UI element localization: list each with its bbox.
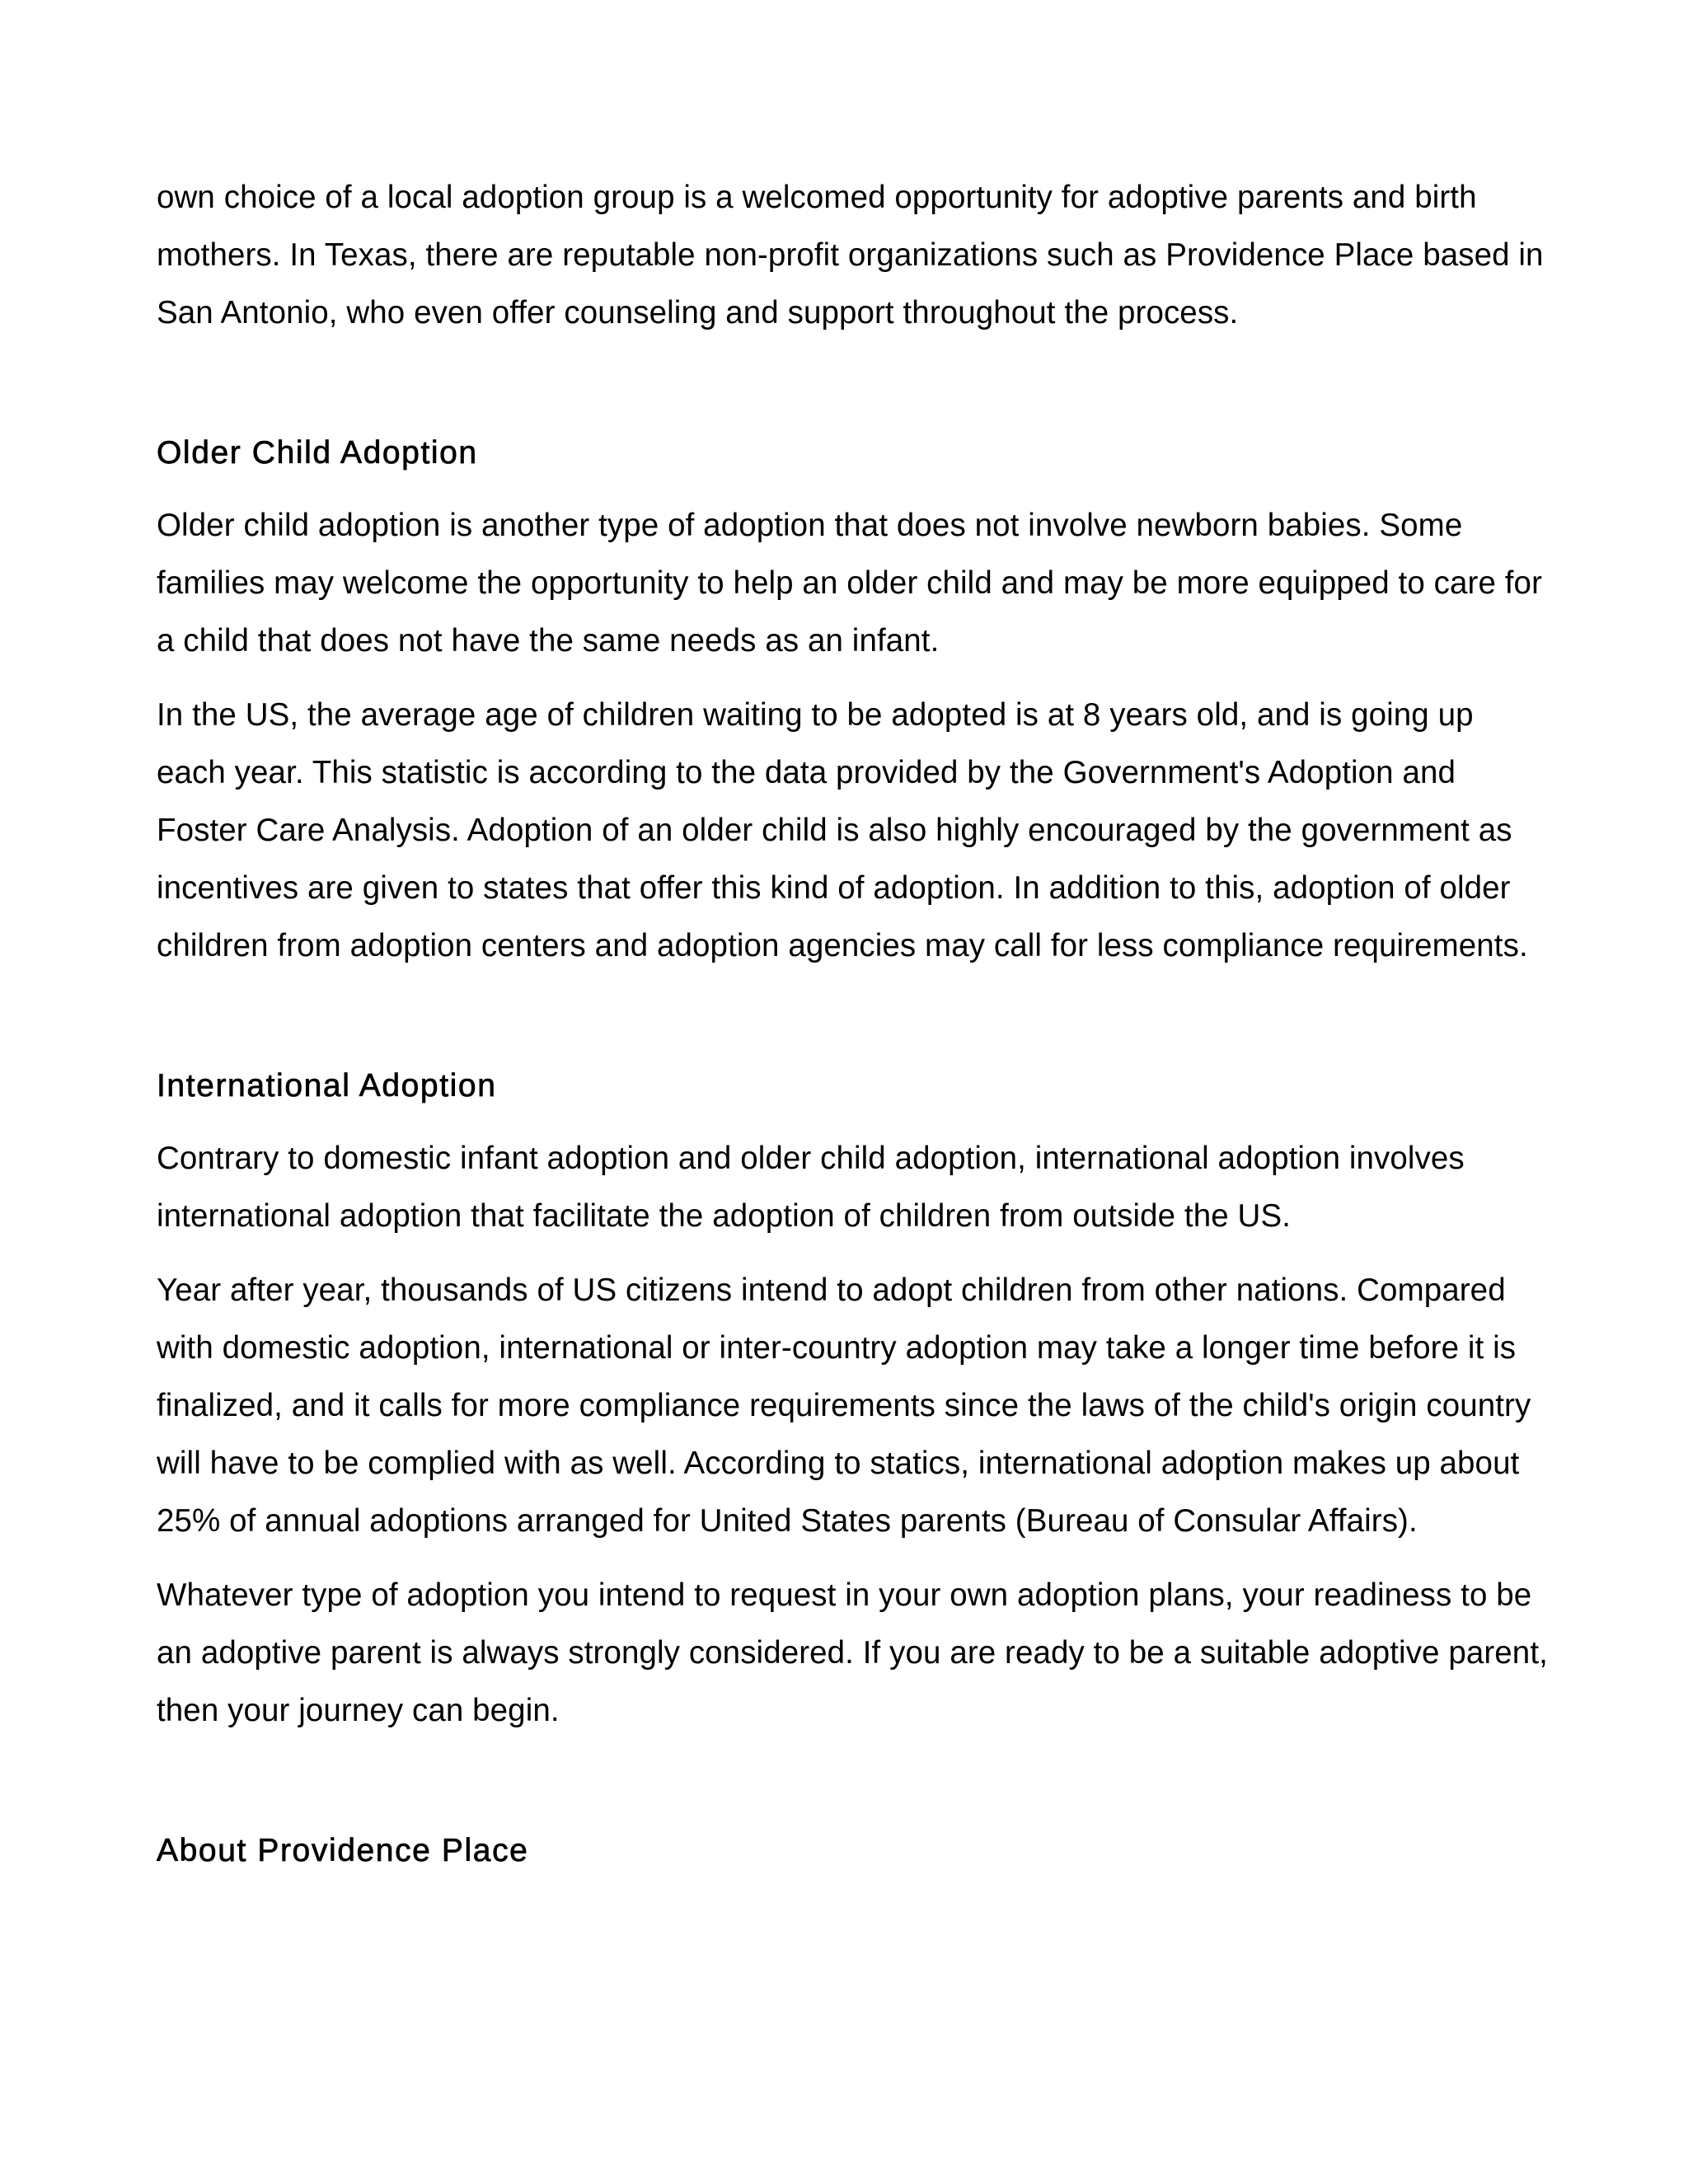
international-adoption-section	[157, 1066, 1550, 1740]
older-child-paragraph-2: In the US, the average age of children waiting to be adopted is at 8 years old, and is going up each year. This statistic is according to the data provided by the Government's Adoption and Foster Care Analysis. Adoption of an older child is also highly encouraged by the government as incentives are given to states that offer this kind of adoption. In addition to this, adoption of older children from adoption centers and adoption agencies may call for less compliance requirements.	[157, 697, 1528, 963]
older-child-adoption-heading: Older Child Adoption	[157, 435, 478, 471]
about-providence-place-section	[157, 1830, 1550, 1872]
about-providence-place-heading: About Providence Place	[157, 1833, 529, 1868]
older-child-paragraph-1: Older child adoption is another type of adoption that does not involve newborn babies. Some families may welcome the opportunity to help an older child and may be more equipped to care for a child that does not have the same needs as an infant.	[157, 508, 1542, 658]
intro-paragraph: own choice of a local adoption group is a welcomed opportunity for adoptive parents and birth mothers. In Texas, there are reputable non-profit organizations such as Providence Place based in San Antonio, who even offer counseling and support throughout the process.	[157, 180, 1544, 330]
older-child-adoption-section	[157, 433, 1550, 975]
international-adoption-heading: International Adoption	[157, 1068, 497, 1104]
international-paragraph-2: Year after year, thousands of US citizens intend to adopt children from other nations. Compared with domestic adoption, international or inter-country adoption may take a longer time before it is finalized, and it calls for more compliance requirements since the laws of the child's origin country will have to be complied with as well. According to statics, international adoption makes up about 25% of annual adoptions arranged for United States parents (Bureau of Consular Affairs).	[157, 1272, 1531, 1539]
document-page	[157, 169, 1550, 1895]
international-paragraph-1: Contrary to domestic infant adoption and older child adoption, international adoption involves international adoption that facilitate the adoption of children from outside the US.	[157, 1141, 1465, 1234]
international-paragraph-3: Whatever type of adoption you intend to request in your own adoption plans, your readiness to be an adoptive parent is always strongly considered. If you are ready to be a suitable adoptive parent, then your journey can begin.	[157, 1577, 1548, 1728]
